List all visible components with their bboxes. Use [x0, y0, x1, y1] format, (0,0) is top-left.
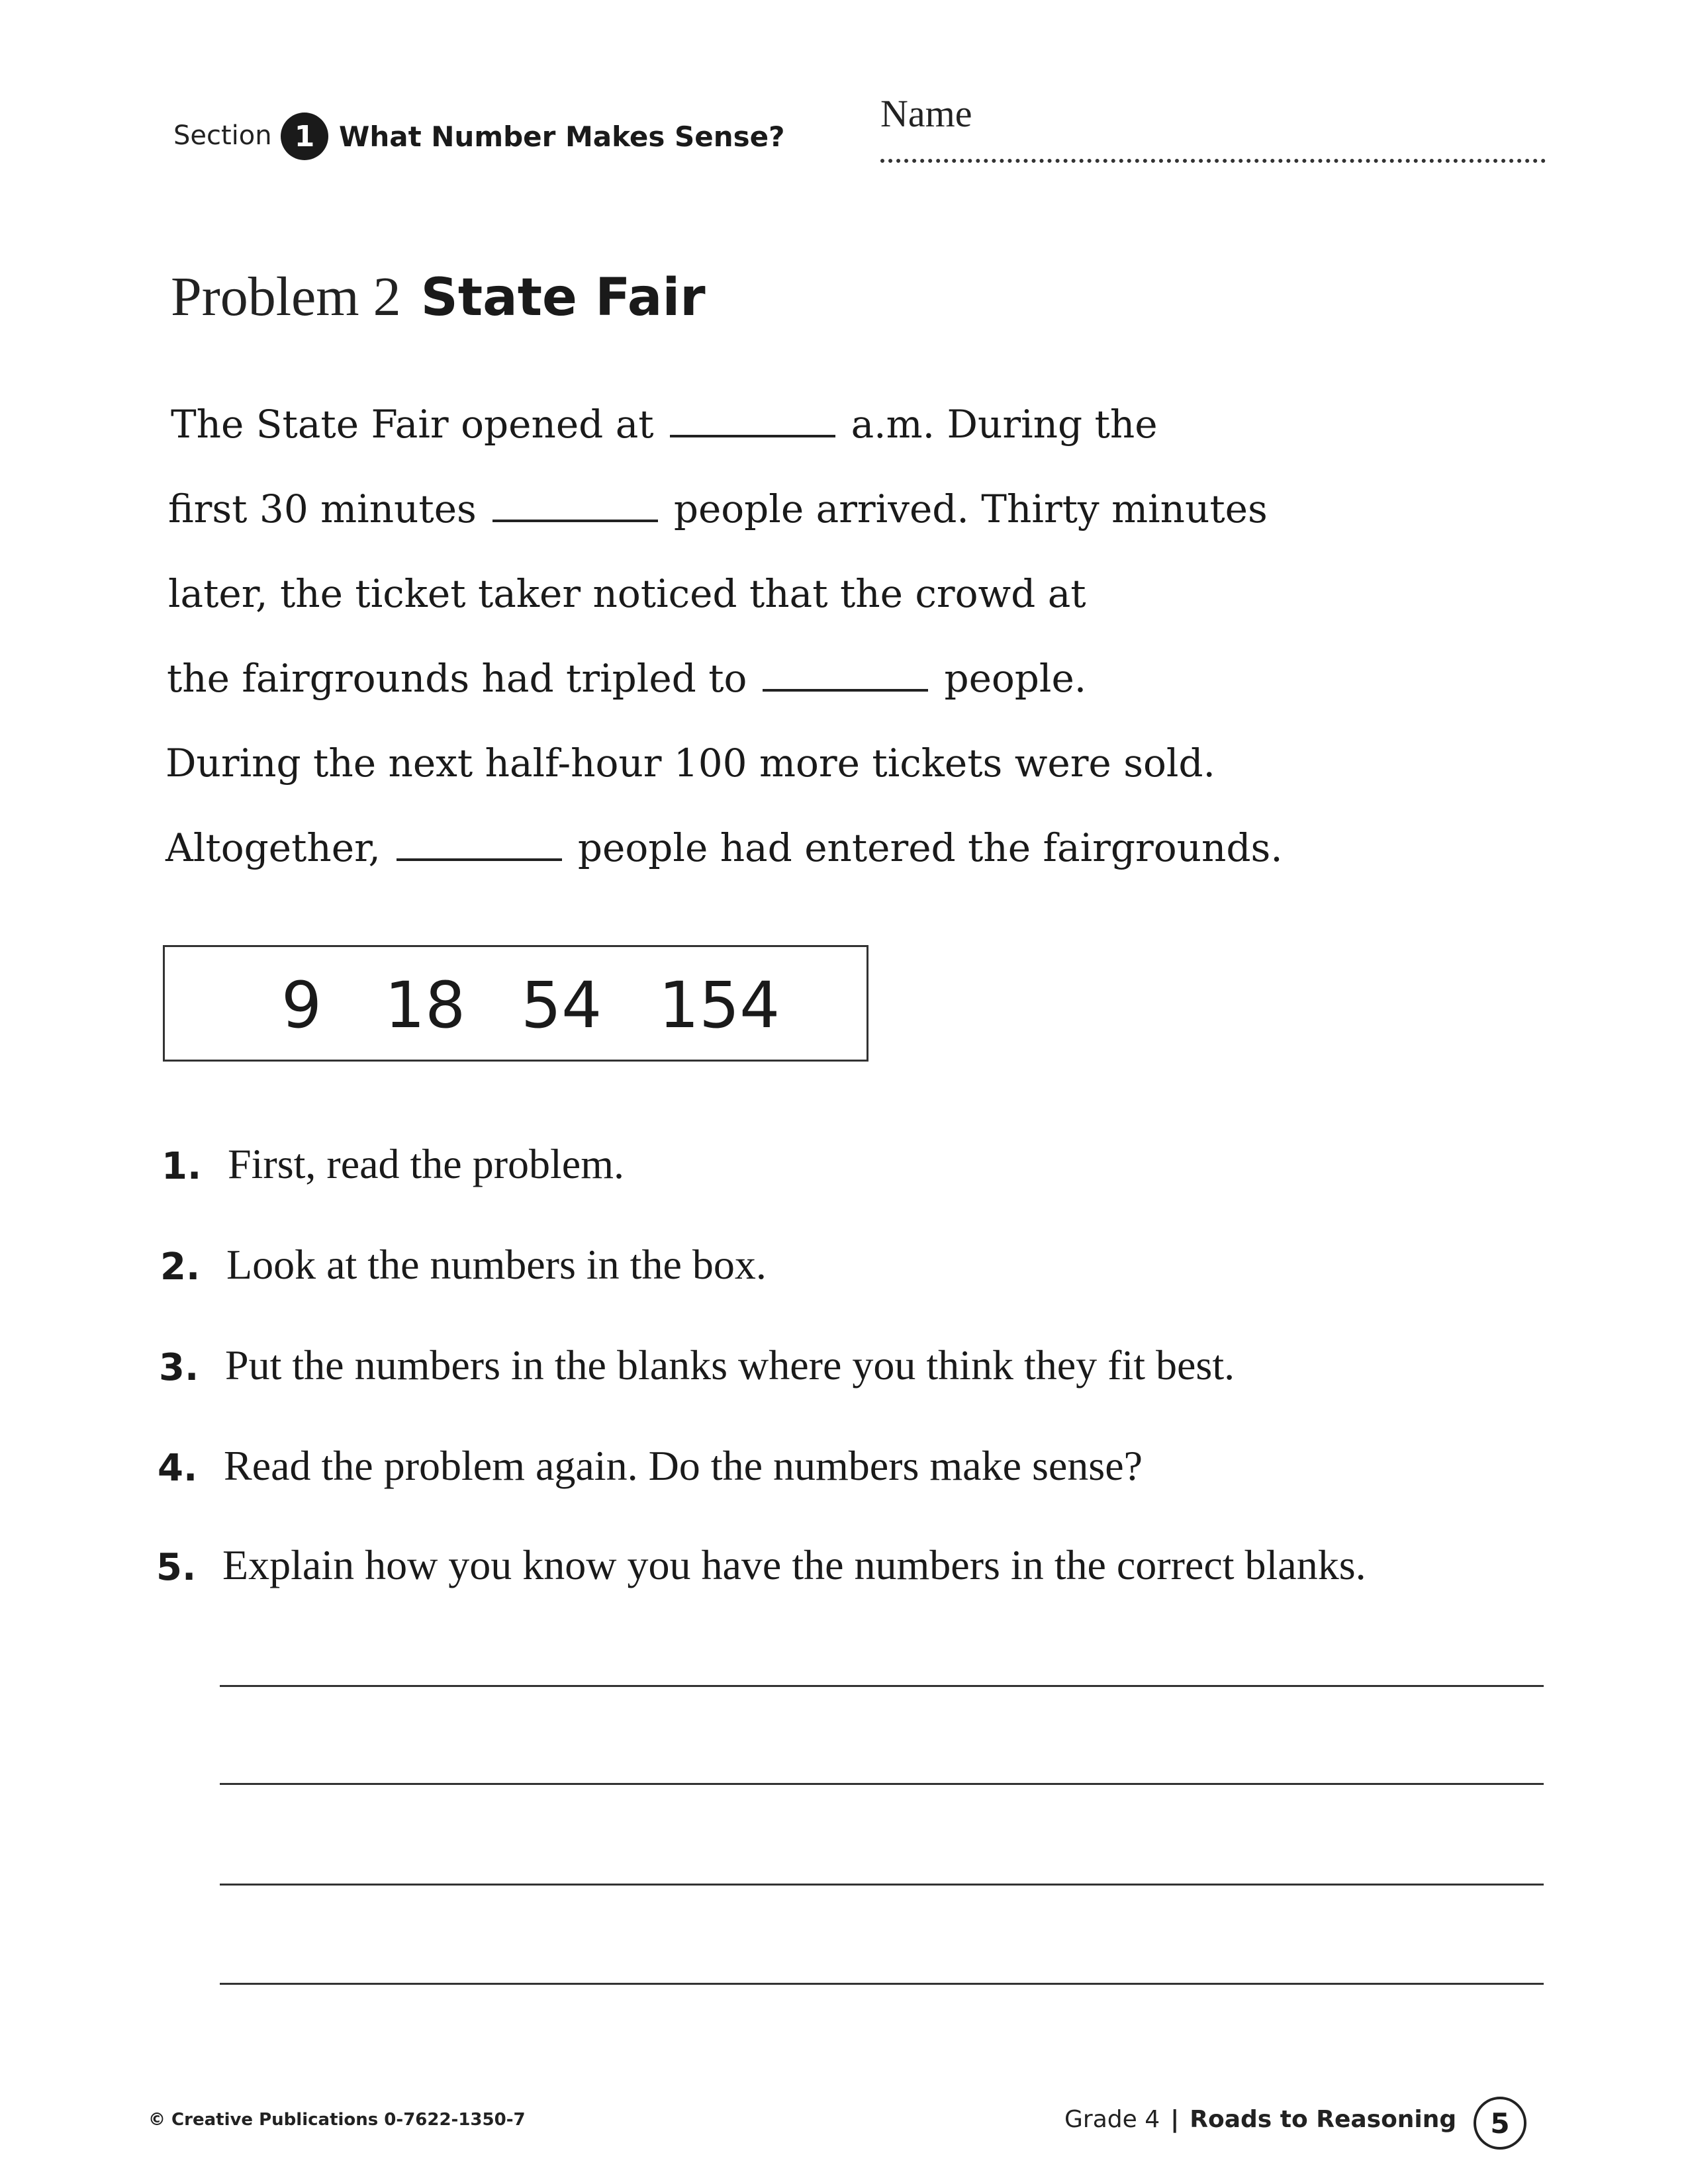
- page-number: 5: [1474, 2097, 1526, 2150]
- step-number: 2.: [160, 1246, 201, 1289]
- section-label: Section: [173, 120, 272, 151]
- step-text: Look at the numbers in the box.: [226, 1241, 767, 1288]
- step-number: 5.: [156, 1546, 197, 1589]
- answer-line[interactable]: [220, 1783, 1544, 1785]
- answer-line[interactable]: [220, 1685, 1544, 1687]
- story-line-4: [167, 656, 1087, 701]
- story-text: first 30 minutes: [168, 486, 477, 531]
- answer-line[interactable]: [220, 1983, 1544, 1985]
- step-text: Put the numbers in the blanks where you think they fit best.: [225, 1342, 1235, 1388]
- number-box: [163, 945, 868, 1062]
- step-number: 1.: [162, 1145, 202, 1188]
- story-line-6: [165, 825, 1283, 870]
- section-number-badge: 1: [281, 113, 328, 160]
- story-text: the fairgrounds had tripled to: [167, 656, 747, 701]
- step-number: 4.: [158, 1447, 198, 1490]
- story-text: Altogether,: [165, 825, 381, 870]
- blank-2[interactable]: [492, 493, 658, 522]
- number-option[interactable]: 54: [521, 968, 602, 1042]
- number-option[interactable]: 9: [281, 968, 322, 1042]
- name-label: Name: [880, 92, 972, 135]
- answer-line[interactable]: [220, 1884, 1544, 1886]
- story-line-3: later, the ticket taker noticed that the crowd at: [168, 571, 1086, 616]
- story-text: people.: [944, 656, 1087, 701]
- problem-title: State Fair: [420, 268, 706, 328]
- section-title: What Number Makes Sense?: [339, 120, 785, 153]
- blank-3[interactable]: [763, 662, 928, 692]
- name-field[interactable]: [880, 159, 1546, 163]
- step-text: Explain how you know you have the numbers in the correct blanks.: [222, 1541, 1366, 1588]
- footer-separator: |: [1170, 2106, 1180, 2133]
- number-option[interactable]: 18: [385, 968, 466, 1042]
- book-title: Roads to Reasoning: [1190, 2106, 1457, 2133]
- step-text: Read the problem again. Do the numbers make sense?: [224, 1442, 1143, 1489]
- story-text: a.m. During the: [851, 402, 1158, 447]
- story-text: The State Fair opened at: [171, 402, 654, 447]
- copyright: © Creative Publications 0-7622-1350-7: [148, 2110, 526, 2130]
- footer-grade: [1064, 2106, 1456, 2133]
- story-text: people arrived. Thirty minutes: [673, 486, 1268, 531]
- grade-label: Grade 4: [1064, 2106, 1160, 2133]
- problem-number: Problem 2: [171, 266, 401, 328]
- story-line-1: [171, 402, 1158, 447]
- blank-1[interactable]: [670, 408, 835, 437]
- story-line-5: During the next half-hour 100 more tickets were sold.: [165, 741, 1215, 786]
- step-number: 3.: [159, 1346, 199, 1389]
- blank-4[interactable]: [397, 832, 562, 861]
- step-text: First, read the problem.: [228, 1140, 624, 1187]
- story-text: people had entered the fairgrounds.: [577, 825, 1283, 870]
- number-option[interactable]: 154: [659, 968, 780, 1042]
- problem-heading: [171, 265, 706, 329]
- story-line-2: [168, 486, 1268, 531]
